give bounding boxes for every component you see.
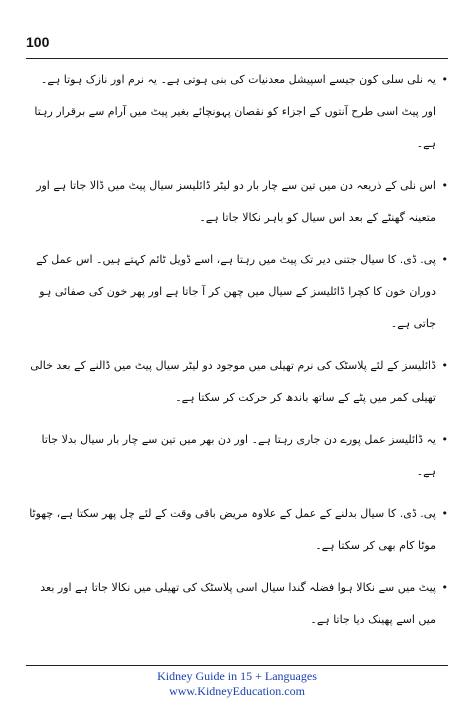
bullet-icon: • — [441, 433, 448, 446]
urdu-bullet-list — [26, 64, 448, 646]
header-divider — [26, 58, 448, 59]
footer-website-link[interactable]: www.KidneyEducation.com — [169, 684, 305, 698]
list-item-text: اس نلی کے ذریعہ دن میں تین سے چار بار دو لیٹر ڈائلیسز سیال پیٹ میں ڈالا جاتا ہے اور متعینہ گھنٹے کے بعد اس سیال کو باہر نکالا جاتا ہے۔ — [36, 179, 436, 224]
list-item-text: پی. ڈی. کا سیال بدلنے کے عمل کے علاوہ مریض باقی وقت کے لئے چل پھر سکتا ہے، چھوٹا موٹا کام بھی کر سکتا ہے۔ — [29, 507, 436, 552]
list-item — [26, 64, 448, 160]
list-item — [26, 424, 448, 488]
list-item-text: یہ ڈائلیسز عمل پورے دن جاری رہتا ہے۔ اور دن بھر میں تین سے چار بار سیال بدلا جاتا ہے۔ — [41, 433, 436, 478]
bullet-icon: • — [441, 73, 448, 86]
list-item — [26, 572, 448, 636]
list-item-text: ڈائلیسز کے لئے پلاسٹک کی نرم تھیلی میں موجود دو لیٹر سیال پیٹ میں ڈالنے کے بعد خالی تھیلی کمر میں پٹے کے ساتھ باندھ کر حرکت کر سکتا ہے۔ — [30, 359, 436, 404]
bullet-icon: • — [441, 253, 448, 266]
list-item-text: یہ نلی سلی کون جیسے اسپیشل معدنیات کی بنی ہوتی ہے۔ یہ نرم اور نازک ہوتا ہے۔ اور پیٹ اسی طرح آنتوں کے اجزاء کو نقصان پہونچائے بغیر پیٹ میں آرام سے برقرار رہتا ہے۔ — [34, 73, 436, 150]
footer-divider — [26, 665, 448, 666]
page-number: 100 — [26, 34, 50, 50]
footer-title: Kidney Guide in 15 + Languages — [157, 669, 317, 683]
list-item — [26, 170, 448, 234]
list-item — [26, 244, 448, 340]
list-item — [26, 350, 448, 414]
bullet-icon: • — [441, 581, 448, 594]
bullet-icon: • — [441, 179, 448, 192]
bullet-icon: • — [441, 359, 448, 372]
bullet-icon: • — [441, 507, 448, 520]
page-footer — [0, 669, 474, 699]
list-item-text: پیٹ میں سے نکالا ہوا فضلہ گندا سیال اسی پلاسٹک کی تھیلی میں نکالا جاتا ہے اور بعد میں اسے پھینک دیا جاتا ہے۔ — [40, 581, 436, 626]
list-item — [26, 498, 448, 562]
list-item-text: پی. ڈی. کا سیال جتنی دیر تک پیٹ میں رہتا ہے، اسے ڈویل ٹائم کہتے ہیں۔ اس عمل کے دوران خون کا کچرا ڈائلیسز کے سیال میں چھن کر آ جاتا ہے اور پھر خون کی صفائی ہو جاتی ہے۔ — [36, 253, 436, 330]
